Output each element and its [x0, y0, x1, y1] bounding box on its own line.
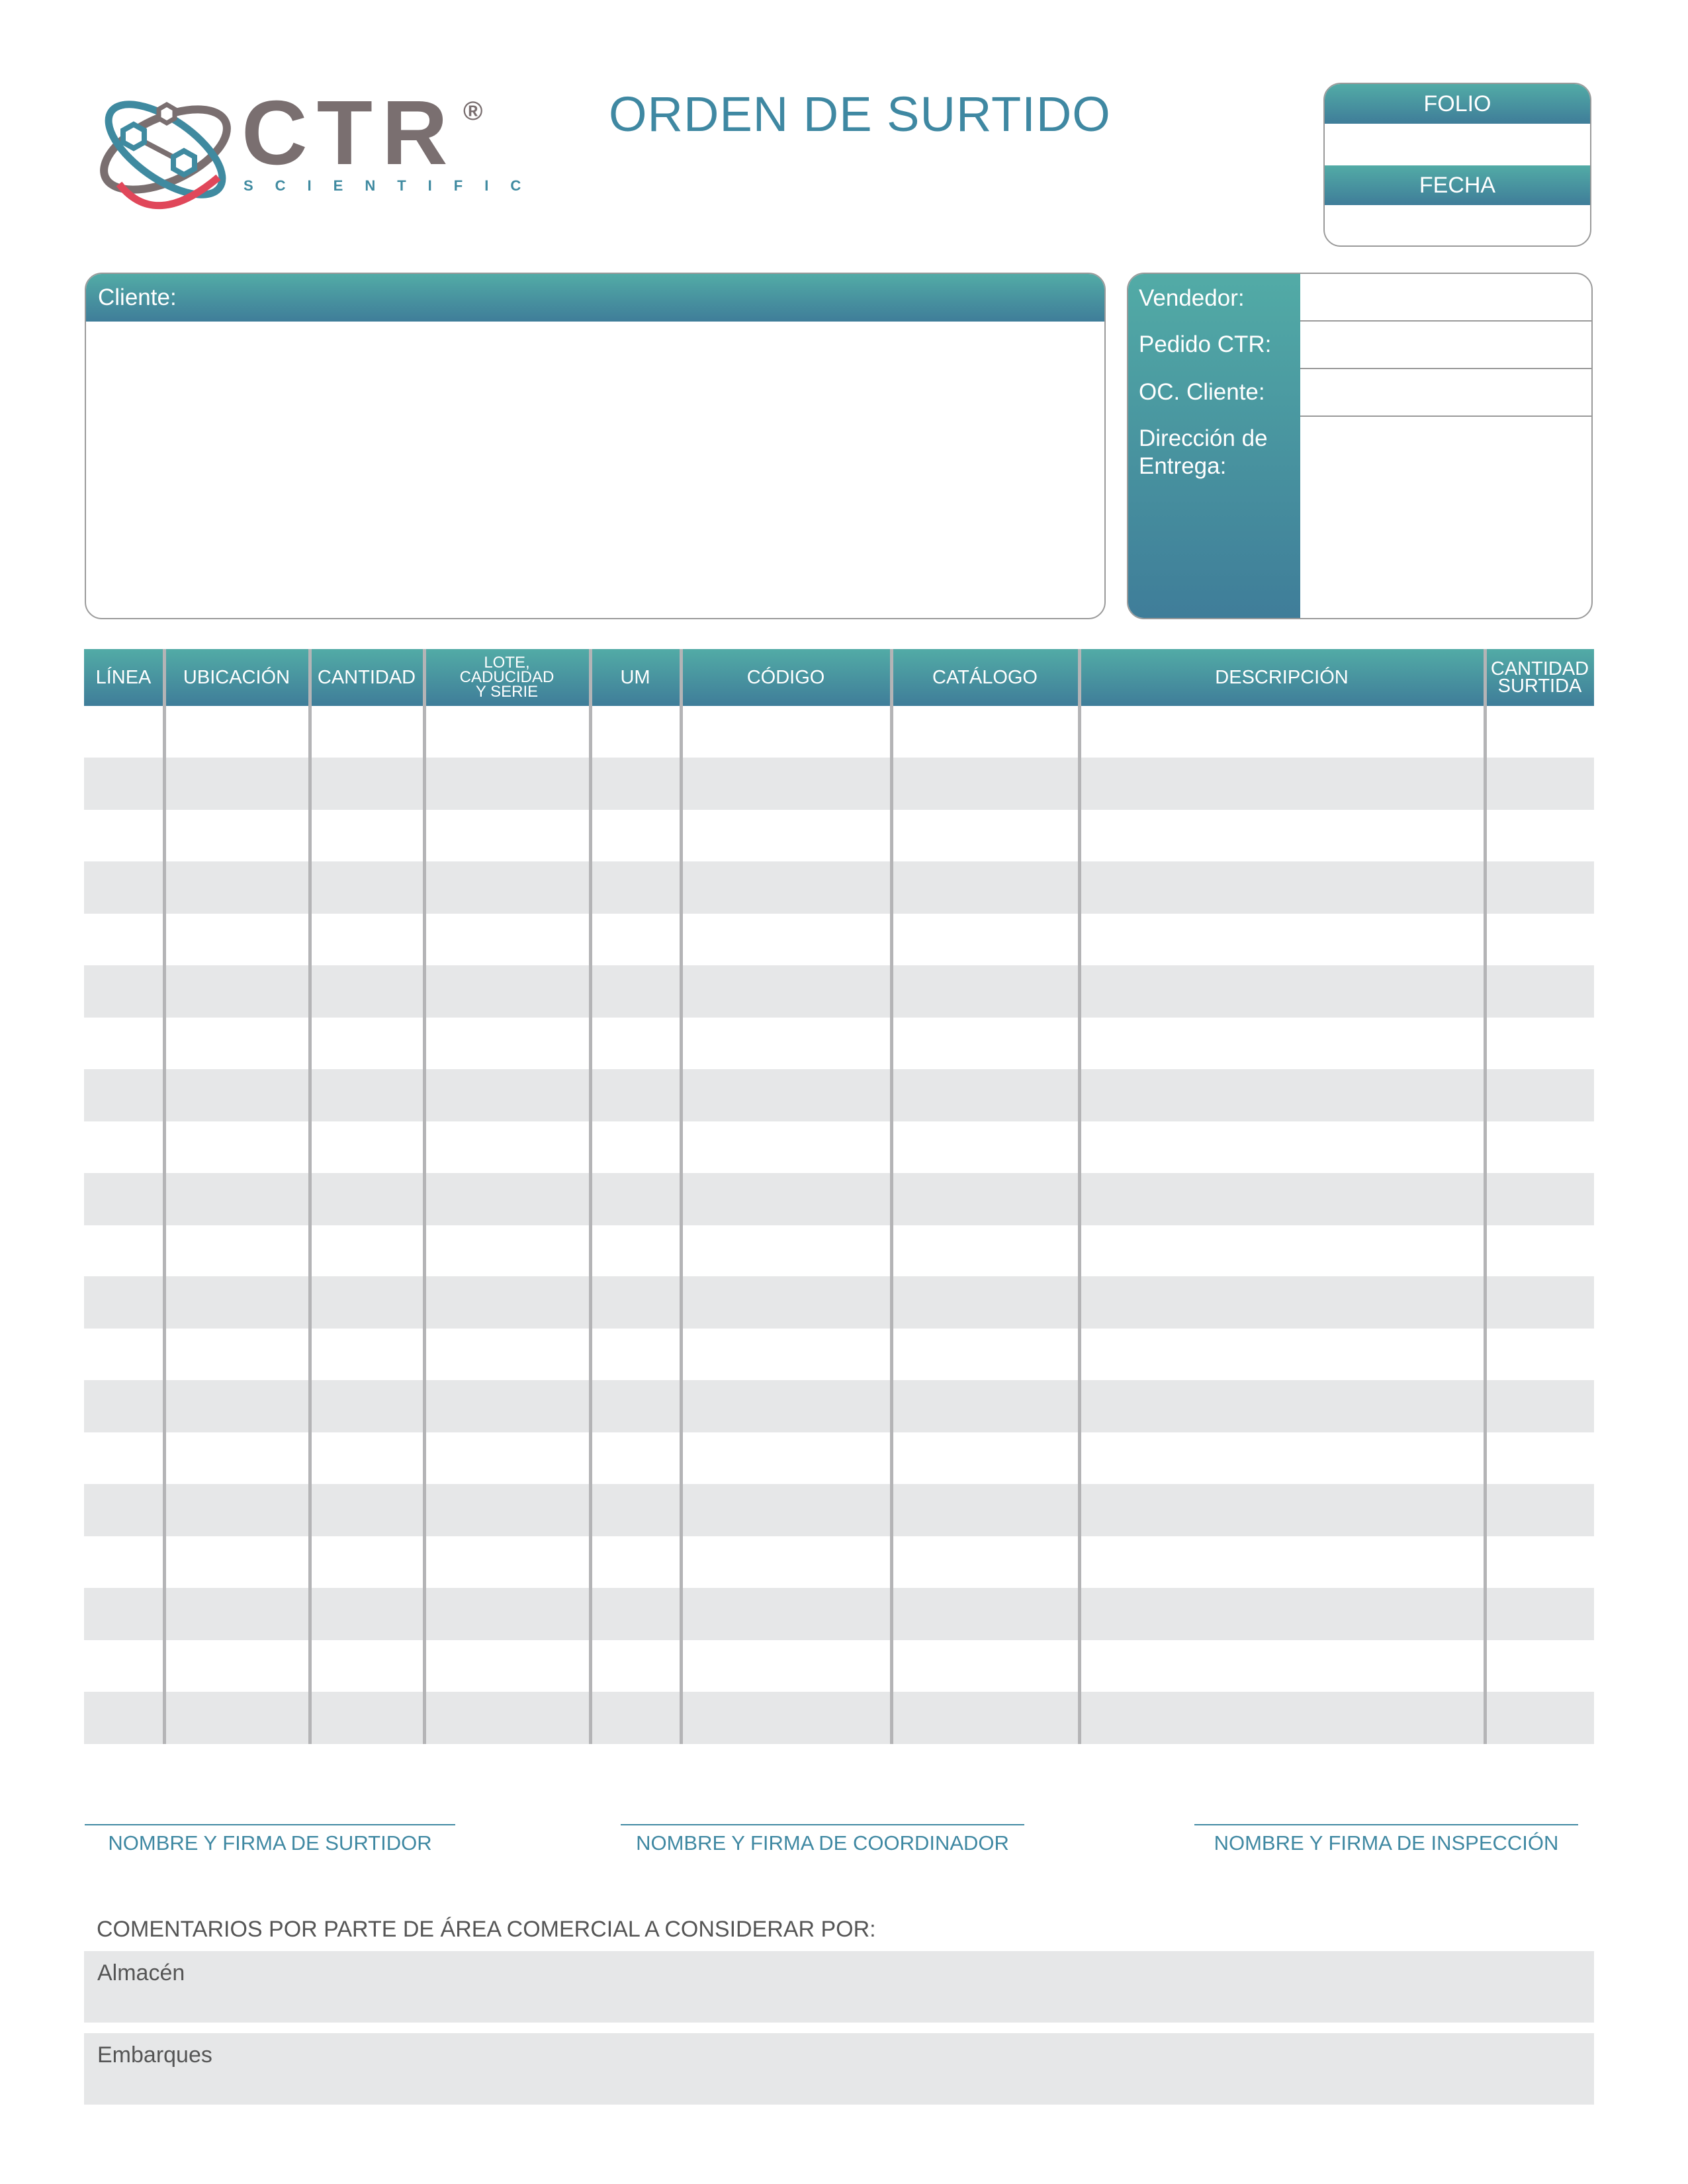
column-header-surtida-line: SURTIDA [1497, 676, 1582, 697]
folio-label: FOLIO [1325, 84, 1590, 124]
column-divider [1484, 649, 1487, 1744]
atom-icon [93, 78, 238, 220]
fecha-field[interactable] [1325, 205, 1590, 245]
signature-line-inspeccion [1194, 1824, 1578, 1825]
client-field[interactable] [86, 322, 1104, 619]
direccion-entrega-field[interactable] [1302, 417, 1593, 619]
column-header-cantidad: CANTIDAD [317, 667, 416, 688]
column-header-surtida-line: CANTIDAD [1490, 658, 1589, 679]
oc-cliente-field[interactable] [1302, 369, 1593, 415]
column-divider [163, 649, 166, 1744]
column-divider [680, 649, 683, 1744]
logo-subtitle: SCIENTIFIC [244, 177, 543, 194]
order-info-box [1127, 273, 1593, 619]
column-header-descripcion: DESCRIPCIÓN [1215, 667, 1349, 688]
column-header-cantidad-surtida [1486, 649, 1594, 706]
column-divider [308, 649, 312, 1744]
signature-label-coordinador: NOMBRE Y FIRMA DE COORDINADOR [636, 1831, 1009, 1855]
comment-box-embarques[interactable] [84, 2033, 1594, 2105]
column-header-lote-line: Y SERIE [475, 683, 539, 701]
comment-label-almacen: Almacén [97, 1960, 185, 1986]
column-divider [890, 649, 893, 1744]
page-title: ORDEN DE SURTIDO [609, 87, 1111, 142]
column-divider [589, 649, 592, 1744]
column-header-linea: LÍNEA [95, 667, 152, 688]
client-box [85, 273, 1106, 619]
oc-cliente-label: OC. Cliente: [1139, 379, 1265, 405]
logo-registered-mark: ® [463, 97, 483, 126]
column-header-catalogo: CATÁLOGO [932, 667, 1038, 688]
direccion-entrega-label: Dirección de Entrega: [1139, 425, 1268, 479]
column-header-lote-line: CADUCIDAD [459, 668, 555, 686]
comments-title: COMENTARIOS POR PARTE DE ÁREA COMERCIAL A CONSIDERAR POR: [97, 1917, 876, 1942]
column-header-lote [425, 649, 589, 706]
column-header-lote-line: LOTE, [484, 654, 530, 672]
pedido-ctr-label: Pedido CTR: [1139, 331, 1272, 357]
signature-label-surtidor: NOMBRE Y FIRMA DE SURTIDOR [108, 1831, 432, 1855]
pedido-ctr-field[interactable] [1302, 322, 1593, 368]
fecha-label: FECHA [1325, 165, 1590, 205]
comment-box-almacen[interactable] [84, 1951, 1594, 2023]
column-divider [423, 649, 426, 1744]
comment-label-embarques: Embarques [97, 2042, 212, 2068]
signature-line-surtidor [85, 1824, 455, 1825]
signature-line-coordinador [621, 1824, 1024, 1825]
client-label: Cliente: [86, 274, 1104, 322]
column-header-ubicacion: UBICACIÓN [183, 667, 290, 688]
logo-brand: CTR [242, 82, 457, 184]
column-divider [1078, 649, 1081, 1744]
vendedor-label: Vendedor: [1139, 285, 1245, 311]
ctr-logo [93, 78, 543, 220]
folio-field[interactable] [1325, 124, 1590, 163]
vendedor-field[interactable] [1302, 274, 1593, 320]
folio-fecha-box [1323, 83, 1591, 247]
signature-label-inspeccion: NOMBRE Y FIRMA DE INSPECCIÓN [1214, 1831, 1559, 1855]
column-header-um: UM [620, 667, 650, 688]
column-header-codigo: CÓDIGO [746, 667, 825, 688]
